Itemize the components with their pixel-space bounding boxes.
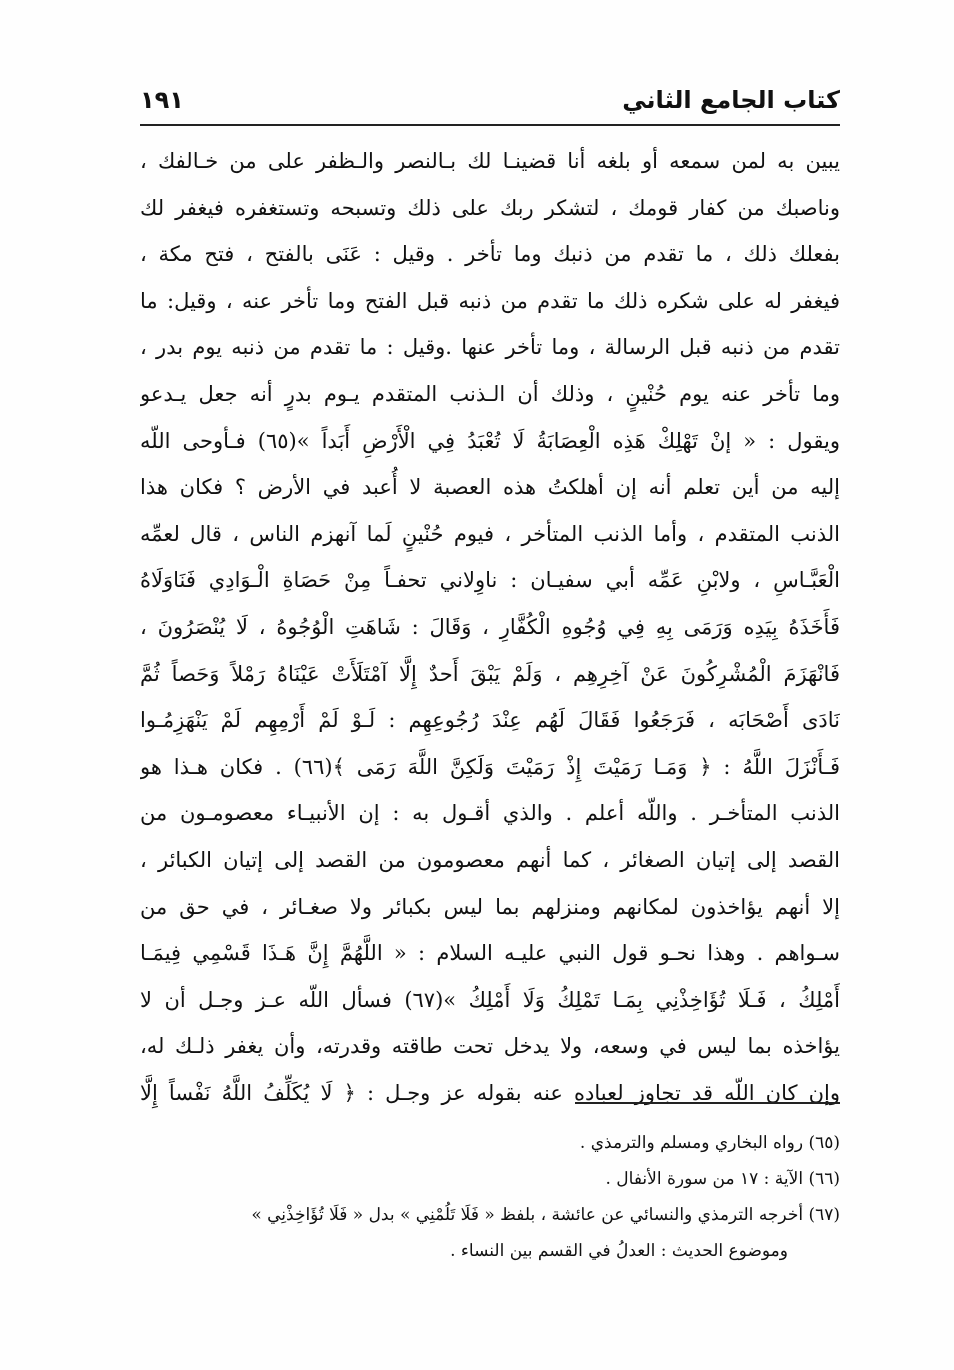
text-line: نَادَى أَصْحَابَه ، فَرَجَعُوا فَقَالَ لَهُم عِنْدَ رُجُوعِهِم : لَـوْ لَمْ أَرْمِهِم لَمْ يَنْهَزِمُـوا	[140, 708, 840, 733]
page-number: ١٩١	[140, 86, 184, 114]
book-title: كتاب الجامع الثاني	[622, 86, 840, 114]
text-line: ويقول : « إنْ تَهْلِكْ هَذِه الْعِصَابَةُ لَا تُعْبَدُ فِي الْأَرْضِ أَبَداً »(٦٥) فـأوحى اللّه	[140, 428, 840, 453]
text-line: فَأَخَذَهُ بِيَدِه وَرَمَى بِهِ فِي وُجُوهِ الْكُفَّارِ ، وَقَالَ : شَاهَتِ الْوُجُوهُ ، لَا يُنْصَرُونَ ،	[140, 614, 840, 639]
footnote-67: (٦٧) أخرجه الترمذي والنسائي عن عائشة ، بلفظ « فَلَا تَلُمْنِي » بدل « فَلَا تُؤَاخِذْنِي »	[251, 1205, 840, 1225]
text-line: وناصبك من كفار قومك ، لتشكر ربك على ذلك وتسبحه وتستغفره فيغفر لك	[140, 195, 840, 220]
header-divider	[140, 124, 840, 126]
text-line: تقدم من ذنبه قبل الرسالة ، وما تأخر عنها .وقيل : ما تقدم من ذنبه يوم بدر ،	[140, 335, 840, 360]
main-text	[140, 138, 840, 1116]
text-line: وما تأخر عنه يوم حُنْينٍ ، وذلك أن الـذنب المتقدم يـوم بدرٍ أنه جعل يـدعو	[140, 381, 840, 406]
text-line: يؤاخذه بما ليس في وسعه، ولا يدخل تحت طاقته وقدرته، وأن يغفر ذلـك له،	[140, 1034, 840, 1059]
text-line: الذنب المتقدم ، وأما الذنب المتأخر ، فيوم حُنْينٍ لَما آنهزم الناس ، قال لعمِّه	[140, 521, 840, 546]
footnote-67-continuation: وموضوع الحديث : العدلُ في القسم بين النساء .	[450, 1241, 788, 1261]
footnote-65: (٦٥) رواه البخاري ومسلم والترمذي .	[579, 1133, 840, 1153]
text-line: إليه من أين تعلم أنه إن أهلكتُ هذه العصبة لا أُعبد في الأرض ؟ فكان هذا	[140, 475, 840, 500]
text-line: يبين به لمن سمعه أو بلغه أنا قضينـا لك بـالنصر والـظفر على من خـالفك ،	[140, 149, 840, 173]
text-line: فَـأَنْزَلَ اللَّهُ : ﴿ وَمَـا رَمَيْتَ إِذْ رَمَيْتَ وَلَكِنَّ اللَّهَ رَمَى ﴾(٦٦) . فكان هـذا هو	[140, 754, 840, 779]
text-line: وإن كان اللّه قد تجاوز لعباده عنه بقوله عز وجـل : ﴿ لَا يُكَلِّفُ اللَّهُ نَفْساً إِلَّا	[140, 1080, 840, 1105]
footnote-divider	[575, 1102, 840, 1104]
text-line: سـواهم . وهذا نحـو قول النبي عليـه السلام : « اللَّهُمَّ إِنَّ هَـذَا قَسْمِي فِيمَـا	[140, 941, 840, 966]
text-line: بفعلك ذلك ، ما تقدم من ذنبك وما تأخر . وقيل : عَنَى بالفتح ، فتح مكة ،	[140, 242, 840, 267]
page-header	[140, 82, 840, 122]
text-line: أَمْلِكُ ، فَـلَا تُؤَاخِذْنِي بِمَـا تَمْلِكُ وَلَا أَمْلِكُ »(٦٧) فسأل اللّه عـز وجـل أن لا	[140, 987, 840, 1012]
text-line: فيغفر له على شكره ذلك ما تقدم من ذنبه قبل الفتح وما تأخر عنه ، وقيل: ما	[140, 288, 840, 313]
text-line: الذنب المتأخـر . واللّه أعلم . والذي أقـول به : إن الأنبيـاء معصومـون من	[140, 801, 840, 826]
text-line: القصد إلى إتيان الصغائر ، كما أنهم معصومون من القصد إلى إتيان الكبائر ،	[140, 847, 840, 872]
text-line: فَانْهَزَمَ الْمُشْرِكُونَ عَنْ آخِرِهِم ، وَلَمْ يَبْقَ أَحدٌ إِلَّا آمْتَلَأَتْ عَيْنَاهُ رَمْلاً وَحَصاً ثُمَّ	[140, 661, 840, 686]
text-line: الْعَبَّـاسِ ، ولابْنِ عَمِّه أبي سفيـان : ناوِلاني تحفـاً مِنْ حَصَاةِ الْـوَادِي فَنَاوَلَاهُ	[140, 568, 840, 593]
footnote-66: (٦٦) الآية : ١٧ من سورة الأنفال .	[605, 1169, 840, 1189]
text-line: إلا أنهم يؤاخذون لمكانهم ومنزلهم بما ليس بكبائر ولا صغـائر ، في حق من	[140, 894, 840, 919]
footnotes	[140, 1125, 840, 1269]
